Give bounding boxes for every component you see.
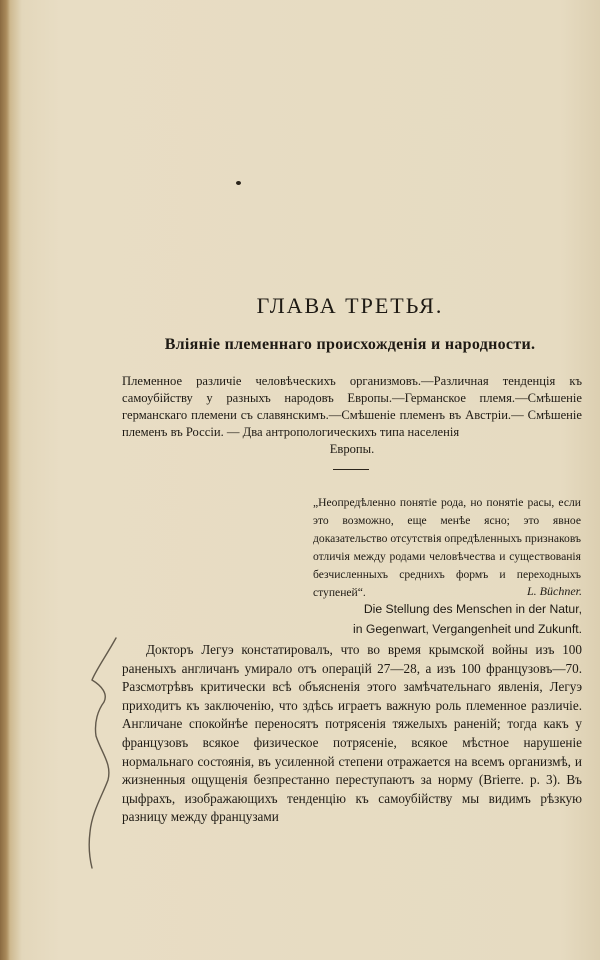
summary-last-line: Европы. [329,442,375,456]
divider-rule [333,469,369,470]
epigraph-source-line-1: Die Stellung des Menschen in der Natur, [363,602,582,616]
body-text [122,641,582,827]
body-paragraph: Докторъ Легуэ констатировалъ, что во время крымской войны изъ 100 раненыхъ англичанъ умирало отъ операцій 27—28, а изъ 100 французовъ—70. Разсмотрѣвъ критически всѣ объясненія этого замѣчательнаго явленія, Легуэ приходитъ къ заключенію, что здѣсь играетъ важную роль племенное различіе. Англичане спокойнѣе переносятъ потрясенія тяжелыхъ раненій; тогда какъ у французовъ всякое физическое потрясеніе, всякое мѣстное нарушеніе нормальнаго состоянія, въ усиленной степени отражается на всемъ организмѣ, и жизненныя ощущенія безпрестанно переступаютъ за норму (Brierre. p. 3). Въ цыфрахъ, изображающихъ тенденцію къ самоубійству мы видимъ рѣзкую разницу между французами [122,642,582,825]
chapter-title: ГЛАВА ТРЕТЬЯ. [256,293,444,318]
book-spine-shadow [0,0,10,960]
chapter-subtitle: Вліяніе племеннаго происхожденія и народности. [164,336,536,353]
summary-text: Племенное различіе человѣческихъ организмовъ.—Различная тенденція къ самоубійству у разныхъ народовъ Европы.—Германское племя.—Смѣшеніе германскаго племени съ славянскимъ.—Смѣшеніе племенъ въ Австріи.— Смѣшеніе племенъ въ Россіи. — Два антропологическихъ типа населенія [122,374,582,439]
epigraph-quote: „Неопредѣленно понятіе рода, но понятіе расы, если это возможно, еще менѣе ясно; это явное доказательство отсутствія опредѣленныхъ признаковъ отличія между родами человѣчества и существованія безчисленныхъ среднихъ формъ и переходныхъ ступеней“. [313,496,581,599]
chapter-summary [122,373,582,458]
epigraph-source-line-2: in Gegenwart, Vergangenheit und Zukunft. [352,622,582,636]
ink-spot [236,181,241,185]
epigraph-author: L. Büchner. [527,584,582,598]
pencil-bracket-mark [78,636,122,870]
